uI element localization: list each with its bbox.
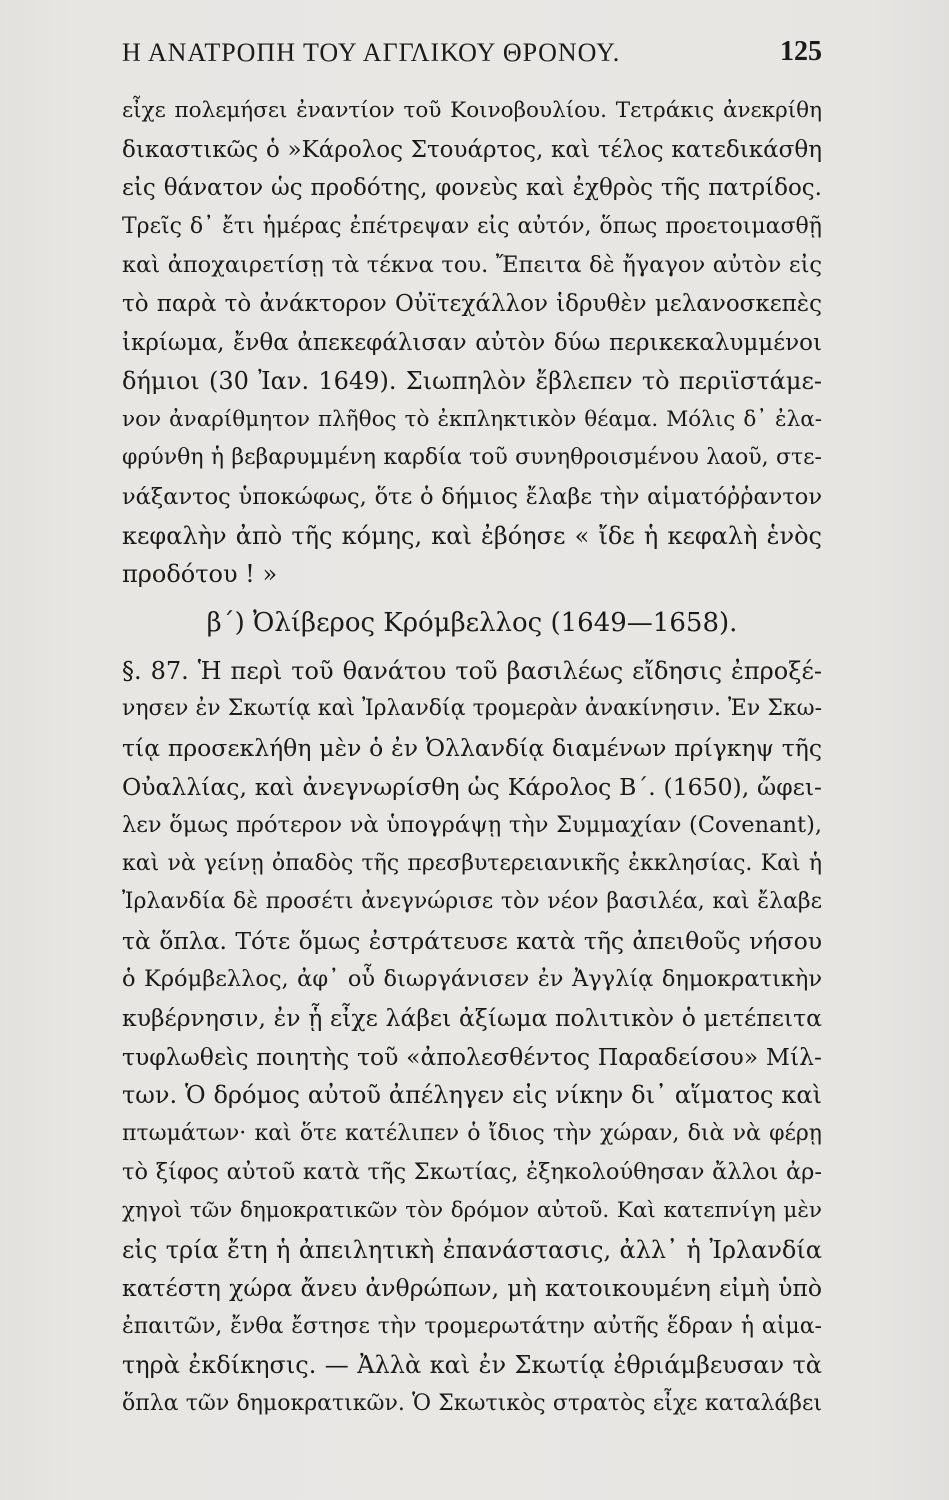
text-line: καὶ νὰ γείνῃ ὀπαδὸς τῆς πρεσβυτερειανικῆς ἐκκλησίας. Καὶ ἡ — [122, 850, 822, 876]
text-line: ἐπαιτῶν, ἔνθα ἔστησε τὴν τρομερωτάτην αὐτῆς ἕδραν ἡ αἱμα- — [122, 1313, 822, 1339]
text-line: κυβέρνησιν, ἐν ᾗ εἶχε λάβει ἀξίωμα πολιτικὸν ὁ μετέπειτα — [122, 1004, 822, 1033]
text-line: νάξαντος ὑποκώφως, ὅτε ὁ δήμιος ἔλαβε τὴν αἱματόῤῥαντον — [122, 483, 822, 510]
text-line: τυφλωθεὶς ποιητὴς τοῦ «ἀπολεσθέντος Παραδείσου» Μίλ- — [122, 1042, 822, 1071]
body-text — [122, 92, 822, 1424]
text-line: χηγοὶ τῶν δημοκρατικῶν τὸν δρόμον αὐτοῦ. Καὶ κατεπνίγη μὲν — [122, 1198, 822, 1224]
running-title: Η ΑΝΑΤΡΟΠΗ ΤΟΥ ΑΓΓΛΙΚΟΥ ΘΡΟΝΟΥ. — [122, 38, 621, 67]
text-line: πτωμάτων· καὶ ὅτε κατέλιπεν ὁ ἴδιος τὴν χώραν, διὰ νὰ φέρῃ — [122, 1120, 822, 1146]
text-line: ἰκρίωμα, ἔνθα ἀπεκεφάλισαν αὐτὸν δύω περικεκαλυμμένοι — [122, 329, 822, 356]
text-line: §. 87. Ἡ περὶ τοῦ θανάτου τοῦ βασιλέως εἴδησις ἐπροξέ- — [122, 656, 822, 685]
text-line: κατέστη χώρα ἄνευ ἀνθρώπων, μὴ κατοικουμένη εἰμὴ ὑπὸ — [122, 1274, 822, 1303]
text-line: εἶχε πολεμήσει ἐναντίον τοῦ Κοινοβουλίου. Τετράκις ἀνεκρίθη — [122, 98, 822, 123]
text-line: Οὐαλλίας, καὶ ἀνεγνωρίσθη ὡς Κάρολος Β΄. (1650), ὤφει- — [122, 772, 822, 801]
text-line: νησεν ἐν Σκωτίᾳ καὶ Ἰρλανδίᾳ τρομερὰν ἀνακίνησιν. Ἐν Σκω- — [122, 696, 822, 722]
text-line: τίᾳ προσεκλήθη μὲν ὁ ἐν Ὀλλανδίᾳ διαμένων πρίγκηψ τῆς — [122, 733, 822, 762]
text-line: Ἰρλανδία δὲ προσέτι ἀνεγνώρισε τὸν νέον βασιλέα, καὶ ἔλαβε — [122, 889, 822, 915]
text-line: τὸ παρὰ τὸ ἀνάκτορον Οὐϊτεχάλλον ἱδρυθὲν μελανοσκεπὲς — [122, 290, 822, 317]
text-line: προδότου ! » — [122, 560, 278, 589]
page-header — [122, 34, 822, 84]
text-line: καὶ ἀποχαιρετίσῃ τὰ τέκνα του. Ἔπειτα δὲ ἤγαγον αὐτὸν εἰς — [122, 252, 822, 279]
text-line: κεφαλὴν ἀπὸ τῆς κόμης, καὶ ἐβόησε « ἴδε ἡ κεφαλὴ ἑνὸς — [122, 521, 822, 550]
text-line: λεν ὅμως πρότερον νὰ ὑπογράψῃ τὴν Συμμαχίαν (Covenant), — [122, 812, 822, 839]
text-line: τηρὰ ἐκδίκησις. — Ἀλλὰ καὶ ἐν Σκωτίᾳ ἐθριάμβευσαν τὰ — [122, 1351, 822, 1380]
text-line: εἰς τρία ἔτη ἡ ἀπειλητικὴ ἐπανάστασις, ἀλλ᾽ ἡ Ἰρλανδία — [122, 1235, 822, 1264]
text-line: εἰς θάνατον ὡς προδότης, φονεὺς καὶ ἐχθρὸς τῆς πατρίδος. — [122, 175, 822, 202]
text-line: φρύνθη ἡ βεβαρυμμένη καρδία τοῦ συνηθροισμένου λαοῦ, στε- — [122, 445, 822, 471]
text-line: Τρεῖς δ᾽ ἔτι ἡμέρας ἐπέτρεψαν εἰς αὐτόν, ὅπως προετοιμασθῇ — [122, 213, 822, 239]
text-line: των. Ὁ δρόμος αὐτοῦ ἀπέληγεν εἰς νίκην δι᾽ αἵματος καὶ — [122, 1081, 822, 1110]
text-line: δήμιοι (30 Ἰαν. 1649). Σιωπηλὸν ἔβλεπεν τὸ περιϊστάμε- — [122, 367, 822, 396]
text-line: δικαστικῶς ὁ »Κάρολος Στουάρτος, καὶ τέλος κατεδικάσθη — [122, 136, 822, 163]
page-number: 125 — [780, 36, 822, 67]
section-heading: β΄) Ὀλίβερος Κρόμβελλος (1649—1658). — [206, 607, 738, 638]
text-line: τὰ ὅπλα. Τότε ὅμως ἐστράτευσε κατὰ τῆς ἀπειθοῦς νήσου — [122, 926, 822, 955]
text-line: τὸ ξίφος αὐτοῦ κατὰ τῆς Σκωτίας, ἐξηκολούθησαν ἄλλοι ἀρ- — [122, 1159, 822, 1186]
text-line: ὅπλα τῶν δημοκρατικῶν. Ὁ Σκωτικὸς στρατὸς εἶχε καταλάβει — [122, 1391, 822, 1416]
text-line: ὁ Κρόμβελλος, ἀφ᾽ οὗ διωργάνισεν ἐν Ἀγγλίᾳ δημοκρατικὴν — [122, 966, 822, 993]
text-line: νον ἀναρίθμητον πλῆθος τὸ ἐκπληκτικὸν θέαμα. Μόλις δ᾽ ἐλα- — [122, 406, 822, 432]
